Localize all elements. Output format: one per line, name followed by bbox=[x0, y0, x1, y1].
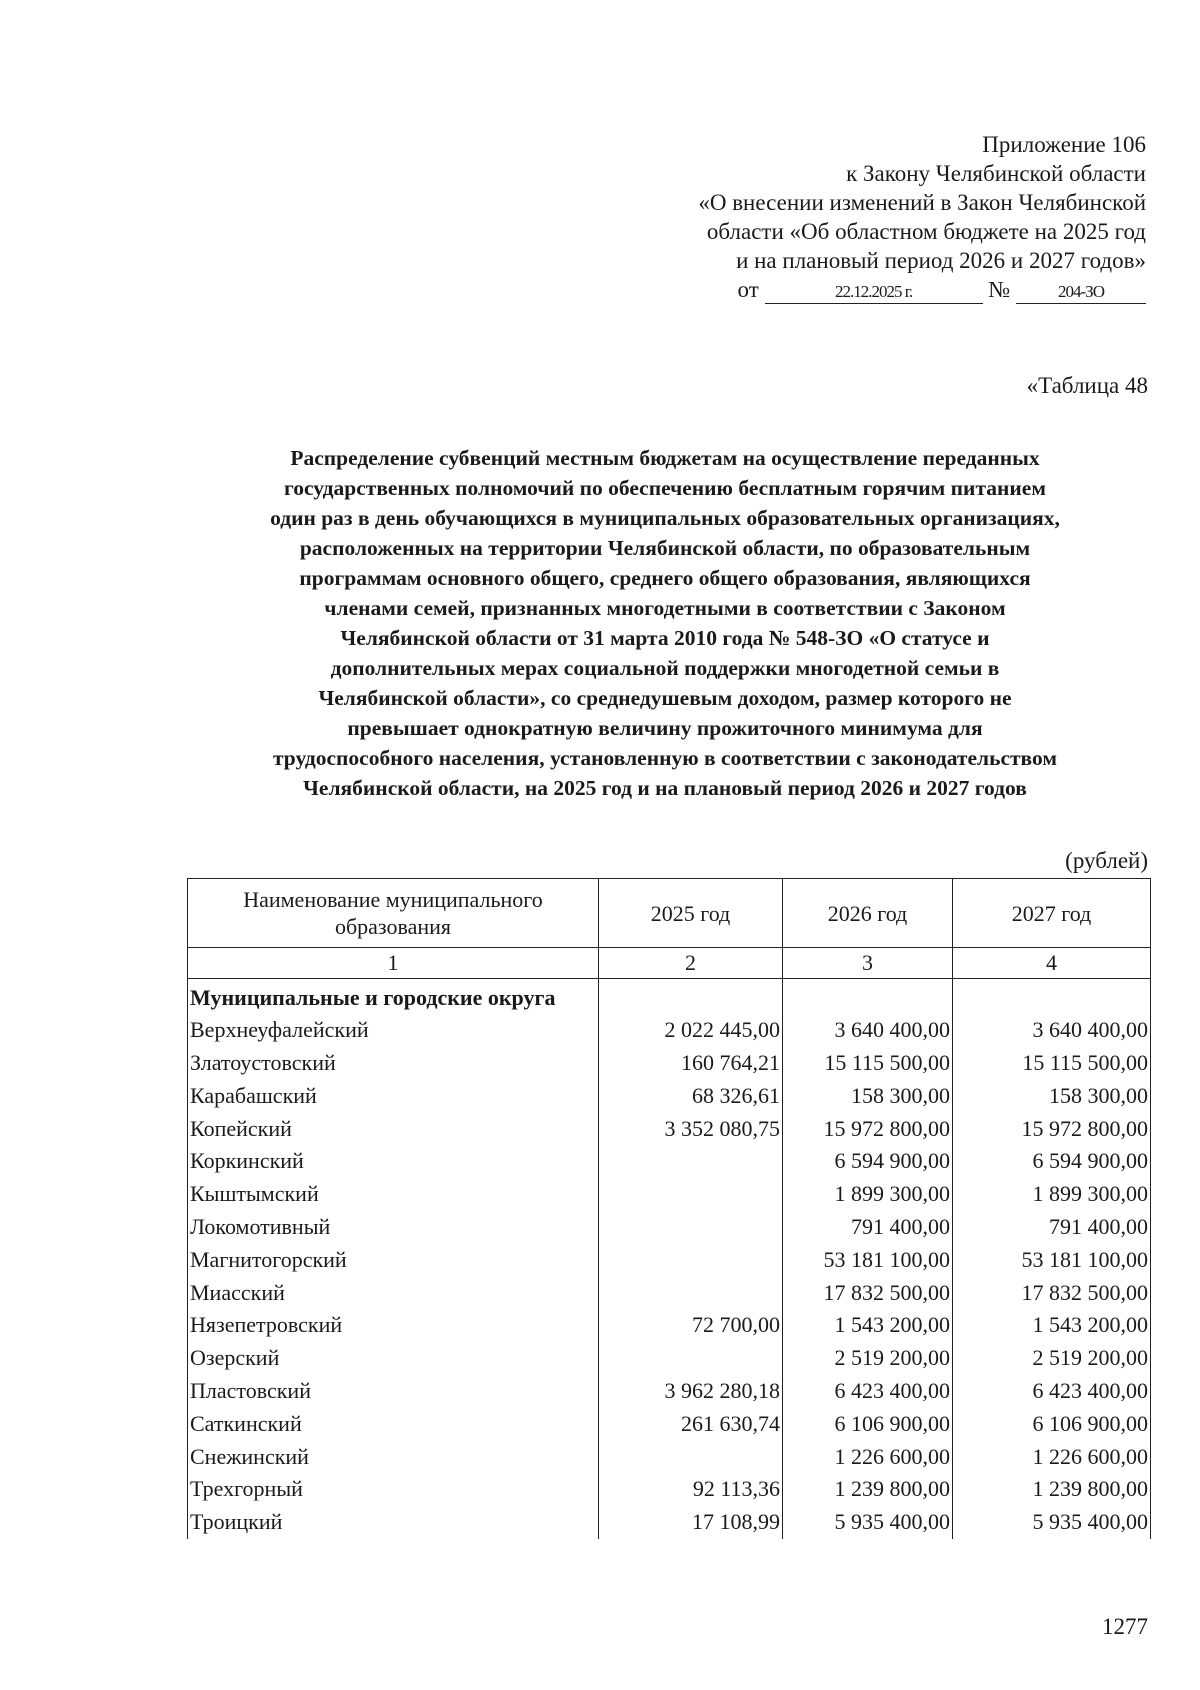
amount-2025: 2 022 445,00 bbox=[599, 1014, 783, 1047]
table-row bbox=[188, 1276, 1151, 1309]
table-label: «Таблица 48 bbox=[1026, 373, 1148, 398]
amount-2027: 17 832 500,00 bbox=[953, 1276, 1151, 1309]
document-title bbox=[170, 443, 1160, 803]
amount-2027: 15 972 800,00 bbox=[953, 1112, 1151, 1145]
amount-2027: 5 935 400,00 bbox=[953, 1506, 1151, 1539]
appendix-line: Приложение 106 bbox=[982, 132, 1146, 157]
table-row bbox=[188, 1342, 1151, 1375]
table-row bbox=[188, 1506, 1151, 1539]
table-row bbox=[188, 1375, 1151, 1408]
amount-2025 bbox=[599, 1145, 783, 1178]
municipality-name: Копейский bbox=[188, 1112, 599, 1145]
group-heading: Муниципальные и городские округа bbox=[188, 979, 599, 1014]
amount-2025 bbox=[599, 1178, 783, 1211]
column-number: 3 bbox=[783, 948, 953, 979]
table-row bbox=[188, 1211, 1151, 1244]
appendix-line: к Закону Челябинской области bbox=[846, 161, 1146, 186]
amount-2026: 53 181 100,00 bbox=[783, 1243, 953, 1276]
empty-cell bbox=[599, 979, 783, 1014]
amount-2026: 15 972 800,00 bbox=[783, 1112, 953, 1145]
municipality-name: Нязепетровский bbox=[188, 1309, 599, 1342]
amount-2027: 1 543 200,00 bbox=[953, 1309, 1151, 1342]
law-date-field: 22.12.2025 г. bbox=[765, 281, 983, 304]
empty-cell bbox=[953, 979, 1151, 1014]
amount-2027: 158 300,00 bbox=[953, 1079, 1151, 1112]
amount-2026: 158 300,00 bbox=[783, 1079, 953, 1112]
amount-2027: 1 239 800,00 bbox=[953, 1473, 1151, 1506]
title-line: Челябинской области, на 2025 год и на плановый период 2026 и 2027 годов bbox=[303, 776, 1027, 800]
column-number-row bbox=[188, 948, 1151, 979]
amount-2025 bbox=[599, 1243, 783, 1276]
amount-2026: 6 106 900,00 bbox=[783, 1407, 953, 1440]
municipality-name: Снежинский bbox=[188, 1440, 599, 1473]
title-line: расположенных на территории Челябинской области, по образовательным bbox=[299, 536, 1031, 560]
amount-2025: 261 630,74 bbox=[599, 1407, 783, 1440]
table-row bbox=[188, 1309, 1151, 1342]
table-row bbox=[188, 1112, 1151, 1145]
header-municipality: Наименование муниципального образования bbox=[188, 879, 599, 948]
amount-2026: 1 226 600,00 bbox=[783, 1440, 953, 1473]
header-2026: 2026 год bbox=[783, 879, 953, 948]
amount-2026: 1 239 800,00 bbox=[783, 1473, 953, 1506]
amount-2026: 17 832 500,00 bbox=[783, 1276, 953, 1309]
municipality-name: Кыштымский bbox=[188, 1178, 599, 1211]
amount-2025: 3 962 280,18 bbox=[599, 1375, 783, 1408]
amount-2027: 2 519 200,00 bbox=[953, 1342, 1151, 1375]
amount-2027: 53 181 100,00 bbox=[953, 1243, 1151, 1276]
title-line: программам основного общего, среднего общего образования, являющихся bbox=[299, 566, 1031, 590]
header-2025: 2025 год bbox=[599, 879, 783, 948]
municipality-name: Локомотивный bbox=[188, 1211, 599, 1244]
municipality-name: Златоустовский bbox=[188, 1047, 599, 1080]
amount-2027: 3 640 400,00 bbox=[953, 1014, 1151, 1047]
group-heading-row bbox=[188, 979, 1151, 1014]
municipality-name: Трехгорный bbox=[188, 1473, 599, 1506]
page-number: 1277 bbox=[1102, 1614, 1148, 1639]
table-row bbox=[188, 1079, 1151, 1112]
amount-2026: 6 423 400,00 bbox=[783, 1375, 953, 1408]
number-prefix: № bbox=[988, 277, 1011, 302]
amount-2026: 15 115 500,00 bbox=[783, 1047, 953, 1080]
amount-2027: 1 226 600,00 bbox=[953, 1440, 1151, 1473]
column-number: 4 bbox=[953, 948, 1151, 979]
column-number: 2 bbox=[599, 948, 783, 979]
amount-2026: 2 519 200,00 bbox=[783, 1342, 953, 1375]
amount-2027: 1 899 300,00 bbox=[953, 1178, 1151, 1211]
table-row bbox=[188, 1243, 1151, 1276]
amount-2026: 3 640 400,00 bbox=[783, 1014, 953, 1047]
amount-2026: 6 594 900,00 bbox=[783, 1145, 953, 1178]
amount-2025: 68 326,61 bbox=[599, 1079, 783, 1112]
municipality-name: Карабашский bbox=[188, 1079, 599, 1112]
appendix-line: и на плановый период 2026 и 2027 годов» bbox=[736, 248, 1146, 273]
amount-2027: 15 115 500,00 bbox=[953, 1047, 1151, 1080]
amount-2025: 160 764,21 bbox=[599, 1047, 783, 1080]
amount-2027: 6 106 900,00 bbox=[953, 1407, 1151, 1440]
amount-2026: 5 935 400,00 bbox=[783, 1506, 953, 1539]
amount-2027: 6 423 400,00 bbox=[953, 1375, 1151, 1408]
amount-2025: 92 113,36 bbox=[599, 1473, 783, 1506]
amount-2026: 1 543 200,00 bbox=[783, 1309, 953, 1342]
table-row bbox=[188, 1178, 1151, 1211]
subvention-table bbox=[187, 878, 1151, 1539]
title-line: трудоспособного населения, установленную в соответствии с законодательством bbox=[272, 746, 1058, 770]
table-row bbox=[188, 1145, 1151, 1178]
municipality-name: Верхнеуфалейский bbox=[188, 1014, 599, 1047]
amount-2025 bbox=[599, 1211, 783, 1244]
appendix-line: «О внесении изменений в Закон Челябинской bbox=[698, 190, 1146, 215]
title-line: дополнительных мерах социальной поддержки многодетной семьи в bbox=[330, 656, 1000, 680]
amount-2026: 1 899 300,00 bbox=[783, 1178, 953, 1211]
table-row bbox=[188, 1407, 1151, 1440]
table-row bbox=[188, 1014, 1151, 1047]
table-row bbox=[188, 1473, 1151, 1506]
title-line: членами семей, признанных многодетными в соответствии с Законом bbox=[324, 596, 1006, 620]
municipality-name: Коркинский bbox=[188, 1145, 599, 1178]
municipality-name: Магнитогорский bbox=[188, 1243, 599, 1276]
title-line: Распределение субвенций местным бюджетам на осуществление переданных bbox=[290, 446, 1040, 470]
appendix-line: области «Об областном бюджете на 2025 год bbox=[706, 219, 1146, 244]
table-row bbox=[188, 1440, 1151, 1473]
title-line: превышает однократную величину прожиточного минимума для bbox=[347, 716, 983, 740]
column-number: 1 bbox=[188, 948, 599, 979]
municipality-name: Миасский bbox=[188, 1276, 599, 1309]
municipality-name: Озерский bbox=[188, 1342, 599, 1375]
amount-2025 bbox=[599, 1276, 783, 1309]
municipality-name: Саткинский bbox=[188, 1407, 599, 1440]
law-number-field: 204-ЗО bbox=[1016, 281, 1146, 304]
header-2027: 2027 год bbox=[953, 879, 1151, 948]
law-date-number-line bbox=[698, 275, 1146, 304]
title-line: один раз в день обучающихся в муниципальных образовательных организациях, bbox=[270, 506, 1060, 530]
table-row bbox=[188, 1047, 1151, 1080]
amount-2026: 791 400,00 bbox=[783, 1211, 953, 1244]
amount-2025: 3 352 080,75 bbox=[599, 1112, 783, 1145]
amount-2025: 72 700,00 bbox=[599, 1309, 783, 1342]
title-line: государственных полномочий по обеспечению бесплатным горячим питанием bbox=[284, 476, 1046, 500]
title-line: Челябинской области от 31 марта 2010 года № 548-ЗО «О статусе и bbox=[340, 626, 990, 650]
amount-2027: 6 594 900,00 bbox=[953, 1145, 1151, 1178]
empty-cell bbox=[783, 979, 953, 1014]
amount-2027: 791 400,00 bbox=[953, 1211, 1151, 1244]
amount-2025 bbox=[599, 1342, 783, 1375]
date-prefix: от bbox=[737, 277, 759, 302]
municipality-name: Троицкий bbox=[188, 1506, 599, 1539]
table-header-row bbox=[188, 879, 1151, 948]
municipality-name: Пластовский bbox=[188, 1375, 599, 1408]
amount-2025 bbox=[599, 1440, 783, 1473]
amount-2025: 17 108,99 bbox=[599, 1506, 783, 1539]
appendix-header bbox=[698, 130, 1146, 304]
units-label: (рублей) bbox=[1065, 848, 1148, 873]
title-line: Челябинской области», со среднедушевым доходом, размер которого не bbox=[318, 686, 1012, 710]
